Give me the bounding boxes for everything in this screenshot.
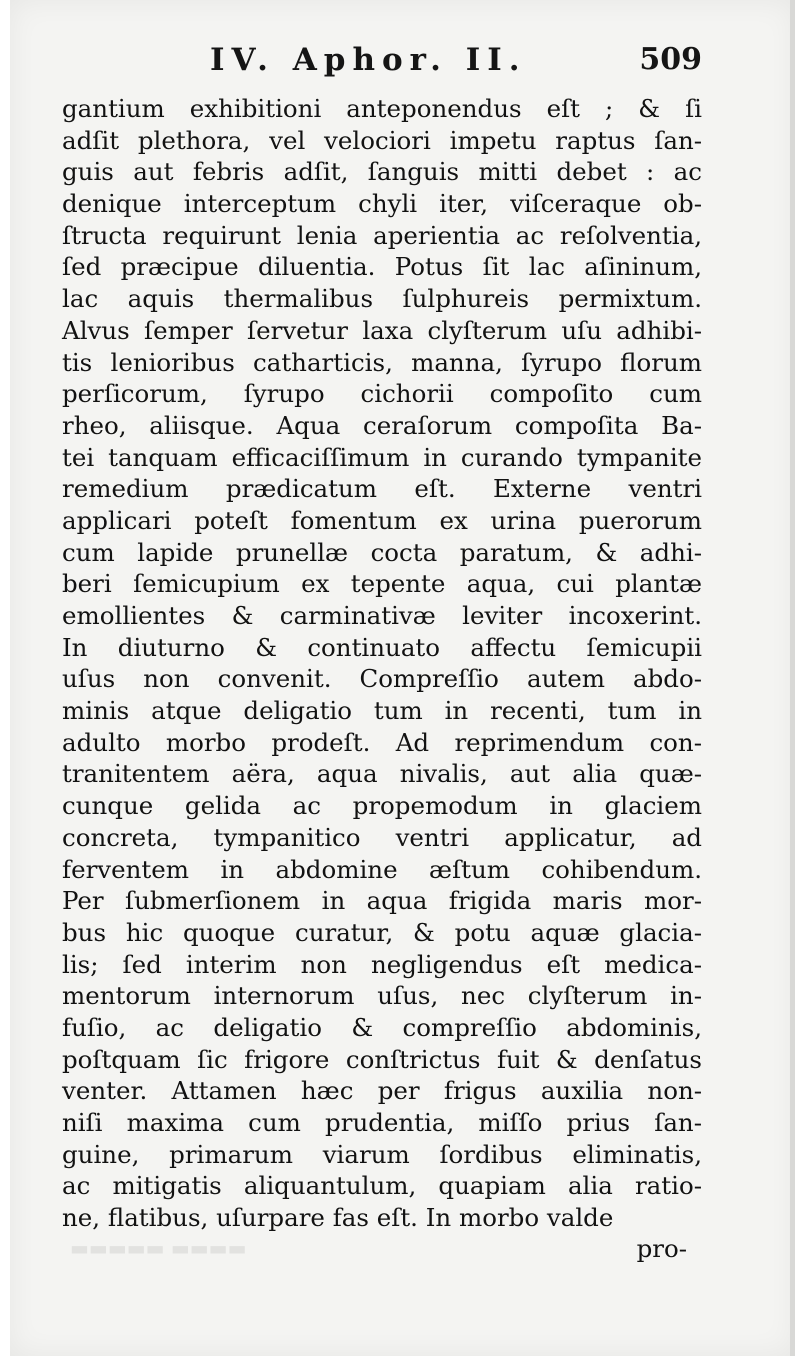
text-line: guine, primarum viarum ſordibus eliminatis, (62, 1139, 702, 1169)
text-line: adulto morbo prodeſt. Ad reprimendum con- (62, 727, 702, 757)
text-line: cum lapide prunellæ cocta paratum, & adhi- (62, 537, 702, 567)
text-line: tranitentem aëra, aqua nivalis, aut alia quæ- (62, 759, 702, 789)
text-line: Alvus ſemper ſervetur laxa clyſterum uſu adhibi- (62, 315, 702, 345)
text-line: tei tanquam efficaciſſimum in curando tympanite (62, 442, 702, 472)
page-header (62, 42, 702, 88)
text-line: bus hic quoque curatur, & potu aquæ glacia- (62, 917, 702, 947)
page-edge-shadow (790, 0, 795, 1356)
text-line: perſicorum, ſyrupo cichorii compoſito cum (62, 379, 702, 409)
text-line: uſus non convenit. Compreſſio autem abdo- (62, 664, 702, 694)
bleed-through-mark: ▬▬▬▬ ▬▬▬▬▬ (70, 1236, 247, 1260)
text-line: fuſio, ac deligatio & compreſſio abdominis, (62, 1012, 702, 1042)
body-text (62, 93, 702, 1234)
text-line: ſed præcipue diluentia. Potus ſit lac aſininum, (62, 252, 702, 282)
text-line: guis aut febris adſit, ſanguis mitti debet : ac (62, 157, 702, 187)
text-line: lac aquis thermalibus ſulphureis permixtum. (62, 284, 702, 314)
text-line: minis atque deligatio tum in recenti, tum in (62, 696, 702, 726)
running-title: IV. Aphor. II. (210, 42, 527, 78)
text-line: rheo, aliisque. Aqua ceraſorum compoſita Ba- (62, 410, 702, 440)
text-line: ferventem in abdomine æſtum cohibendum. (62, 854, 702, 884)
book-page (10, 0, 795, 1356)
text-line: emollientes & carminativæ leviter incoxerint. (62, 601, 702, 630)
text-line: concreta, tympanitico ventri applicatur, ad (62, 822, 702, 852)
text-line: applicari poteſt fomentum ex urina puerorum (62, 505, 702, 535)
text-line: poſtquam ſic frigore conſtrictus fuit & denſatus (62, 1044, 702, 1074)
text-line: Per ſubmerſionem in aqua frigida maris mor- (62, 886, 702, 916)
text-line: beri ſemicupium ex tepente aqua, cui plantæ (62, 569, 702, 599)
text-line: In diuturno & continuato affectu ſemicupii (62, 632, 702, 662)
text-line: ſtructa requirunt lenia aperientia ac reſolventia, (62, 220, 702, 250)
text-line: niſi maxima cum prudentia, miſſo prius ſan- (62, 1108, 702, 1137)
catchword: pro- (636, 1234, 687, 1263)
text-line: remedium prædicatum eſt. Externe ventri (62, 474, 702, 504)
text-line: tis lenioribus catharticis, manna, ſyrupo florum (62, 347, 702, 377)
text-line: ac mitigatis aliquantulum, quapiam alia ratio- (62, 1171, 702, 1201)
text-line: denique interceptum chyli iter, viſceraque ob- (62, 189, 702, 219)
text-line: venter. Attamen hæc per frigus auxilia non- (62, 1076, 702, 1106)
text-line: ne, flatibus, uſurpare fas eſt. In morbo valde (62, 1203, 614, 1233)
text-line: lis; ſed interim non negligendus eſt medica- (62, 949, 702, 979)
text-line: cunque gelida ac propemodum in glaciem (62, 791, 702, 821)
page-number: 509 (639, 42, 702, 77)
text-line: gantium exhibitioni anteponendus eſt ; & ſi (62, 94, 702, 123)
text-line: adſit plethora, vel velociori impetu raptus ſan- (62, 125, 702, 155)
text-line: mentorum internorum uſus, nec clyſterum in- (62, 981, 702, 1011)
